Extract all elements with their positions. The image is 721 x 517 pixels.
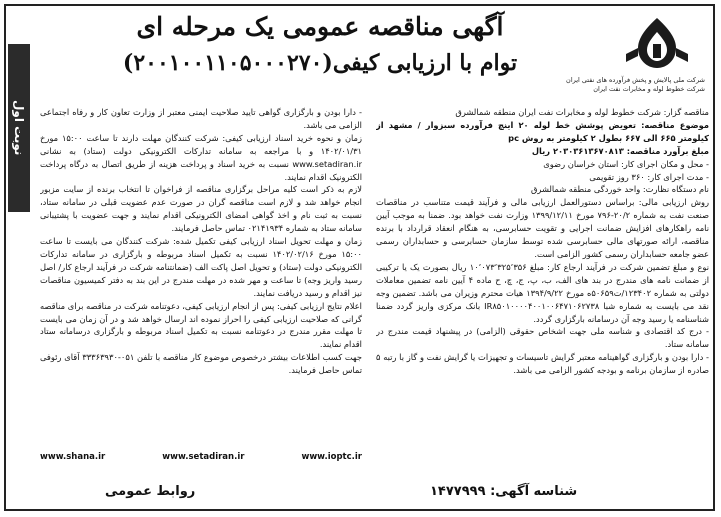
- notice-id: شناسه آگهی: ۱۴۷۷۹۹۹: [430, 484, 578, 499]
- organization-name: [560, 76, 705, 94]
- paragraph: زمان و مهلت تحویل اسناد ارزیابی کیفی تکمیل شده: شرکت کنندگان می بایست تا ساعت ۱۵:۰۰ مورخ ۱۴۰۲/۰۲/۱۶ نسبت به تکمیل اسناد مربوطه و بارگزاری در سامانه تدارکات الکترونیکی دولت (ستاد) و تحویل اصل پاکت الف (ضمانتنامه شرکت در فرآیند ارجاع کار/ اصل رسید واریز وجه) تا ساعت و مهر شده در مهلت مندرج در این بند به دفتر کمیسیون مناقصات نیز اقدام و رسید دریافت نمایند.: [40, 236, 362, 298]
- paragraph: مناقصه گزار: شرکت خطوط لوله و مخابرات نفت ایران منطقه شمالشرق: [455, 107, 709, 117]
- company-logo-icon: [622, 14, 692, 72]
- paragraph: - درج کد اقتصادی و شناسه ملی جهت اشخاص حقوقی (الزامی) در پیشنهاد قیمت مندرج در سامانه ستاد.: [376, 326, 709, 350]
- paragraph: - محل و مکان اجرای کار: استان خراسان رضوی: [543, 158, 709, 169]
- paragraph: جهت کسب اطلاعات بیشتر درخصوص موضوع کار مناقصه با تلفن ۰۵۱-۳۳۳۶۳۹۳۰ آقای رئوفی تماس حاصل فرمایند.: [40, 352, 362, 376]
- paragraph: - مدت اجرای کار: ۳۶۰ روز تقویمی: [589, 171, 709, 182]
- paragraph: روش ارزیابی مالی: براساس دستورالعمل ارزیابی مالی و فرآیند قیمت متناسب در مناقصات صنعت نفت به شماره ۲۰/۲-۷۹۶ مورخ ۱۳۹۹/۱۲/۱۱ وزارت نفت خواهد بود. ضمنا به موجب آیین نامه راهکارهای افزایش ضمانت اجرایی و تقویت حسابرسی، به هنگام انعقاد قرارداد با برنده مناقصه، ارائه صورتهای مالی حسابرسی شده توسط سازمان حسابرسی و حسابداران رسمی عضو جامعه حسابداران رسمی کشور الزامی است.: [376, 197, 709, 259]
- notice-subtitle: توام با ارزیابی کیفی(۲۰۰۱۰۰۱۱۰۵۰۰۰۲۷۰): [122, 50, 518, 76]
- paragraph: - دارا بودن و بارگزاری گواهی تایید صلاحیت ایمنی معتبر از وزارت تعاون کار و رفاه اجتماعی الزامی می باشد.: [40, 107, 362, 130]
- org-line-2: شرکت خطوط لوله و مخابرات نفت ایران: [593, 85, 705, 93]
- paragraph: لازم به ذکر است کلیه مراحل برگزاری مناقصه از فراخوان تا انتخاب برنده از سایت مزبور انجام خواهد شد و لازم است مناقصه گران در صورت عدم عضویت قبلی در سامانه ستاد، نسبت به ثبت نام و اخذ گواهی امضای الکترونیکی اقدام نمایند و جهت عضویت با پشتیبانی سامانه ستاد به شماره ۰۲۱۴۱۹۳۴ تماس حاصل فرمایند.: [40, 184, 362, 234]
- website-links: [40, 452, 362, 466]
- paragraph: نوع و مبلغ تضمین شرکت در فرآیند ارجاع کار: مبلغ ۱۰٬۰۷۳٬۳۲۵٬۳۵۶ ریال بصورت یک یا ترکیبی از ضمانت نامه های مندرج در بند های الف، ب، پ، ج، چ، ح ماده ۴ آیین نامه تضمین معاملات دولتی به شماره ۱۲۳۴۰۲/ت۵۰۶۵۹ه مورخ ۱۳۹۴/۹/۲۲ هیات محترم وزیران می باشد. تضمین وجه نقد می بایست به شماره شبا IR۸۵۰۱۰۰۰۰۴۰۰۱۰۰۶۴۷۱۰۶۲۷۳۸ بانک مرکزی واریز گردد ضمنا شناسنامه یا رسید وجه آن درسامانه بارگزاری گردد.: [376, 261, 709, 324]
- paragraph: موضوع مناقصه: تعویض پوشش خط لوله ۲۰ اینچ فرآورده سبزوار / مشهد از کیلومتر ۶۶۵ الی ۶۶۷ بطول ۲ کیلومتر به روش pc: [376, 119, 709, 143]
- right-column: [376, 106, 709, 478]
- public-relations-label: روابط عمومی: [105, 484, 196, 499]
- website-link[interactable]: www.ioptc.ir: [301, 452, 362, 462]
- paragraph: نام دستگاه نظارت: واحد خوردگی منطقه شمالشرق: [530, 184, 709, 195]
- left-column: [40, 106, 362, 452]
- org-line-1: شرکت ملی پالایش و پخش فرآورده های نفتی ایران: [566, 76, 705, 84]
- round-tab: [8, 44, 30, 212]
- website-link[interactable]: www.shana.ir: [40, 452, 106, 462]
- paragraph: زمان و نحوه خرید اسناد ارزیابی کیفی: شرکت کنندگان مهلت دارند تا ساعت ۱۵:۰۰ مورخ ۱۴۰۲/۰۱/۳۱ و با مراجعه به سامانه تدارکات الکترونیکی دولت (ستاد) به نشانی www.setadiran.ir نسبت به خرید اسناد و پرداخت هزینه از طریق اتصال به درگاه پرداخت الکترونیک اقدام نمایند.: [40, 132, 362, 182]
- paragraph: مبلغ برآورد مناقصه: ۲۰۳۰۳۶۱۳۶۷۰۸۱۳ ریال: [531, 145, 709, 156]
- website-link[interactable]: www.setadiran.ir: [162, 452, 245, 462]
- notice-title: آگهی مناقصه عمومی یک مرحله ای: [136, 12, 504, 41]
- paragraph: اعلام نتایج ارزیابی کیفی: پس از انجام ارزیابی کیفی، دعوتنامه شرکت در مناقصه برای مناقصه گرانی که صلاحیت ارزیابی کیفی را احراز نموده اند ارسال خواهد شد و در آن زمان می بایست تا مهلت مقرر مندرج در دعوتنامه نسبت به تکمیل اسناد مربوطه و بارگزاری درسامانه ستاد اقدام نمایند.: [40, 300, 362, 350]
- paragraph: - دارا بودن و بارگزاری گواهینامه معتبر گرایش تاسیسات و تجهیزات یا گرایش نفت و گاز با رتبه ۵ صادره از سازمان برنامه و بودجه کشور الزامی می باشد.: [376, 352, 709, 376]
- round-label: نوبت اول: [12, 100, 26, 156]
